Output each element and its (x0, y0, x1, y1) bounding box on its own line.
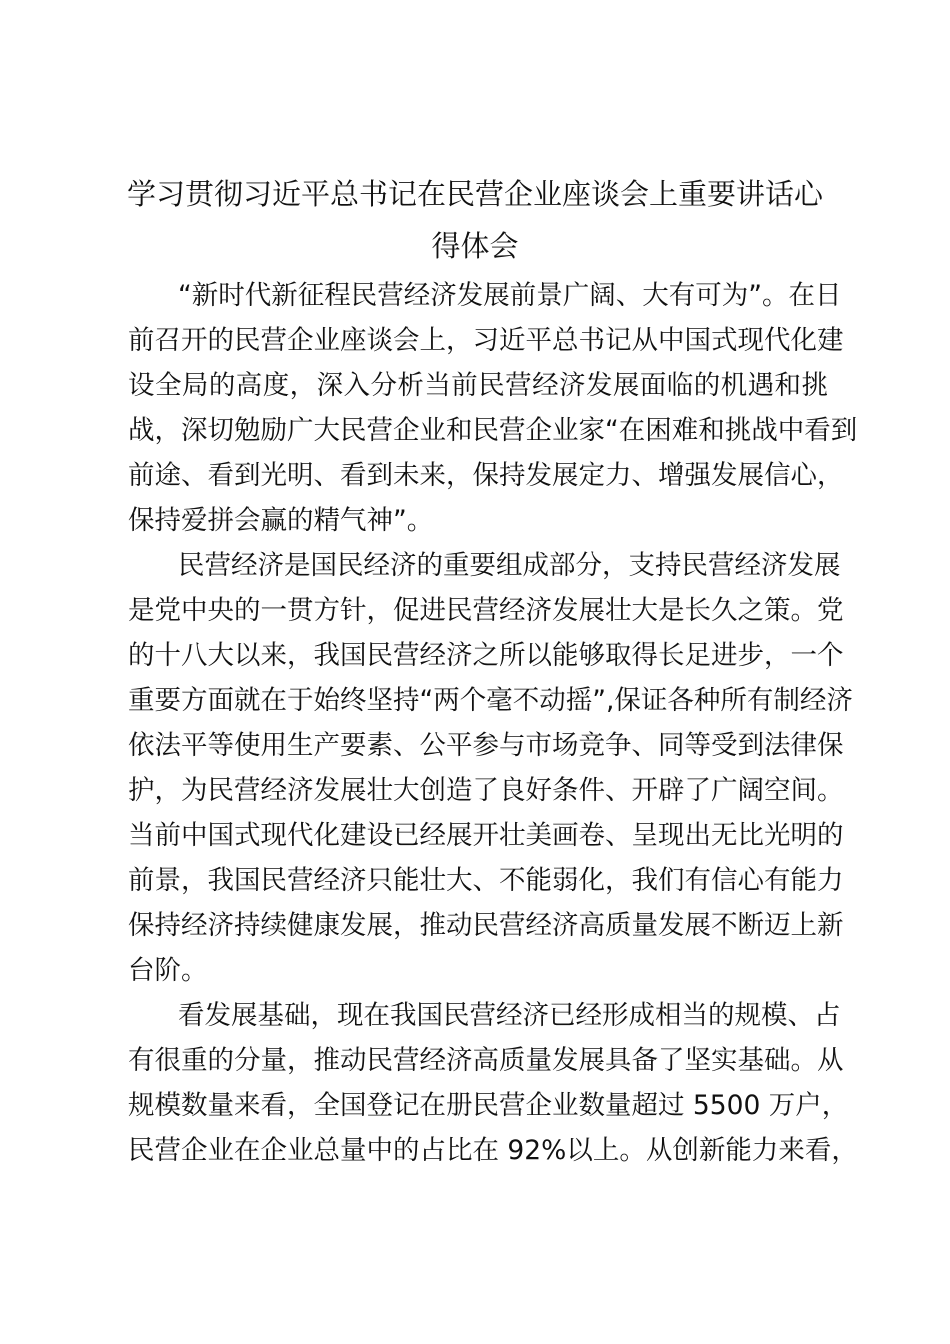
paragraph-2-line-5: 依法平等使用生产要素、公平参与市场竞争、同等受到法律保 (128, 730, 844, 761)
paragraph-2-line-2: 是党中央的一贯方针，促进民营经济发展壮大是长久之策。党 (128, 595, 844, 626)
paragraph-1-line-2: 前召开的民营企业座谈会上，习近平总书记从中国式现代化建 (128, 325, 844, 356)
paragraph-2-line-8: 前景，我国民营经济只能壮大、不能弱化，我们有信心有能力 (128, 865, 844, 896)
document-title-line-1: 学习贯彻习近平总书记在民营企业座谈会上重要讲话心 (126, 177, 823, 211)
document-title-line-2: 得体会 (431, 229, 519, 263)
paragraph-2-line-4: 重要方面就在于始终坚持“两个毫不动摇”,保证各种所有制经济 (128, 685, 853, 716)
paragraph-3-line-4: 民营企业在企业总量中的占比在 92%以上。从创新能力来看， (128, 1135, 858, 1166)
paragraph-1-line-4: 战，深切勉励广大民营企业和民营企业家“在困难和挑战中看到 (128, 415, 858, 446)
paragraph-2-line-1: 民营经济是国民经济的重要组成部分，支持民营经济发展 (178, 550, 841, 581)
paragraph-1-line-6: 保持爱拼会赢的精气神”。 (128, 505, 434, 536)
paragraph-2-line-6: 护，为民营经济发展壮大创造了良好条件、开辟了广阔空间。 (128, 775, 844, 806)
paragraph-3-line-1: 看发展基础，现在我国民营经济已经形成相当的规模、占 (178, 1000, 841, 1031)
paragraph-1-line-5: 前途、看到光明、看到未来，保持发展定力、增强发展信心， (128, 460, 844, 491)
paragraph-2-line-3: 的十八大以来，我国民营经济之所以能够取得长足进步，一个 (128, 640, 844, 671)
paragraph-2-line-7: 当前中国式现代化建设已经展开壮美画卷、呈现出无比光明的 (128, 820, 844, 851)
paragraph-3-line-3: 规模数量来看，全国登记在册民营企业数量超过 5500 万户， (128, 1090, 849, 1121)
paragraph-1-line-3: 设全局的高度，深入分析当前民营经济发展面临的机遇和挑 (128, 370, 828, 401)
paragraph-3-line-2: 有很重的分量，推动民营经济高质量发展具备了坚实基础。从 (128, 1045, 844, 1076)
paragraph-2-line-9: 保持经济持续健康发展，推动民营经济高质量发展不断迈上新 (128, 910, 844, 941)
paragraph-1-line-1: “新时代新征程民营经济发展前景广阔、大有可为”。在日 (178, 280, 842, 311)
paragraph-2-line-10: 台阶。 (128, 955, 208, 986)
